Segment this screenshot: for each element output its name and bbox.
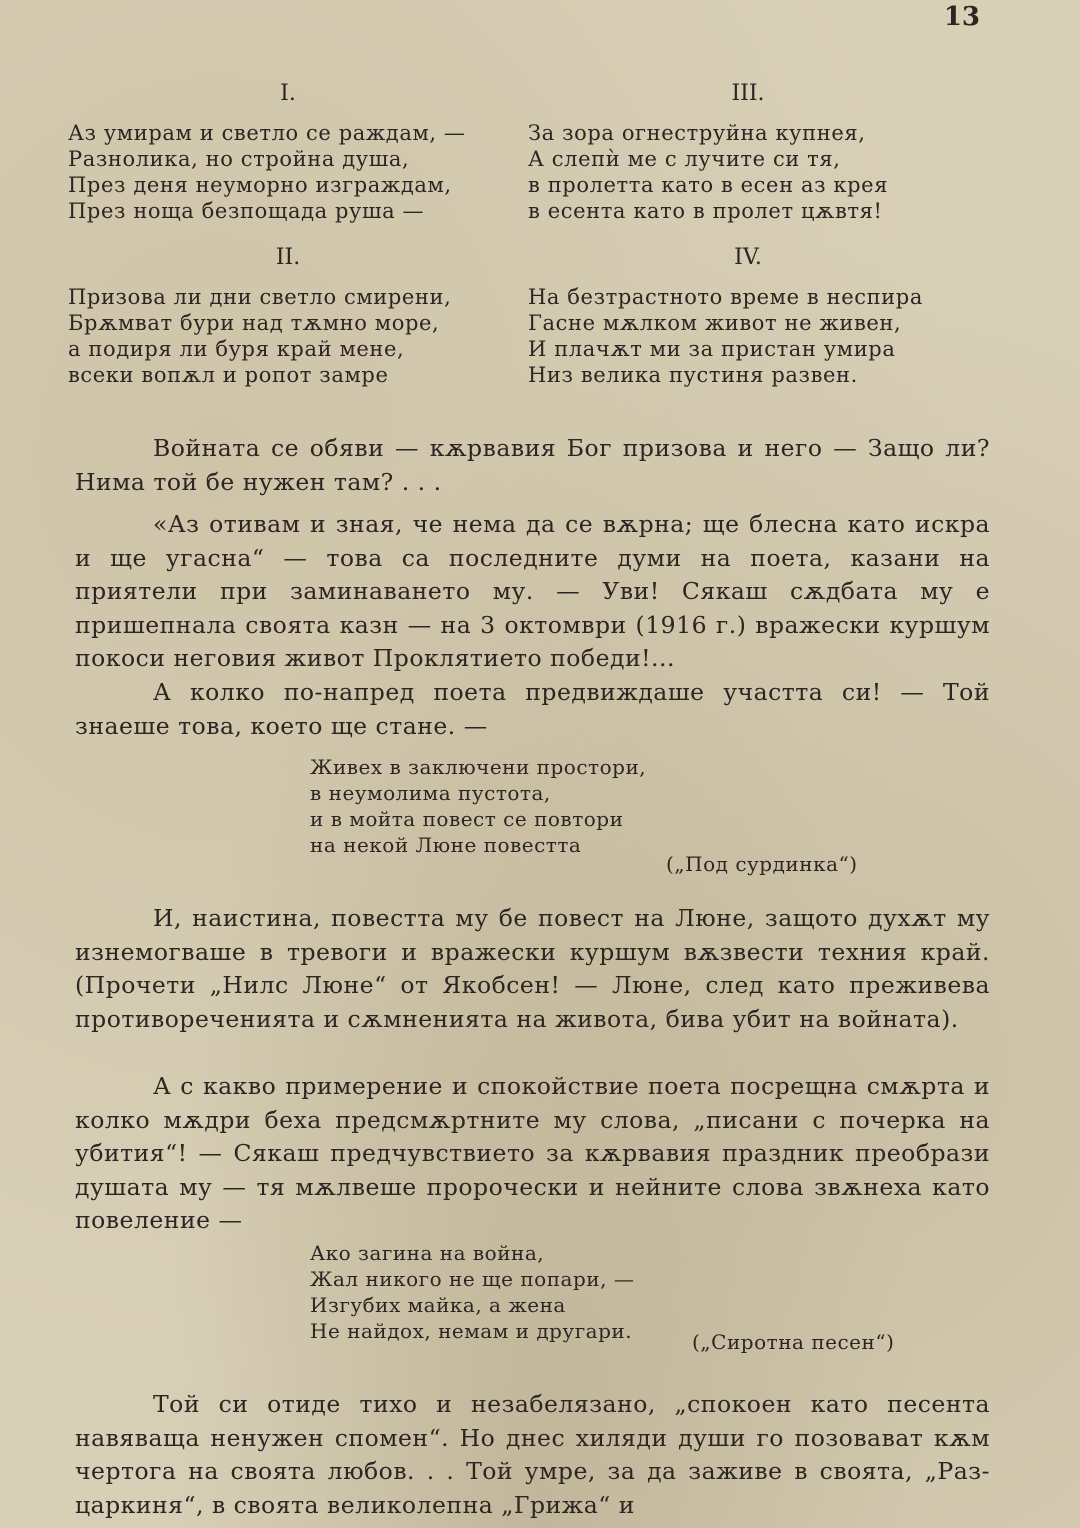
- stanza-line: А слепѝ ме с лучите си тя,: [528, 147, 841, 171]
- paragraph: А колко по-напред поета предвиждаше участта си! — Той знаеше това, което ще стане. —: [75, 678, 990, 740]
- stanza-3: [528, 80, 968, 224]
- stanza-numeral: IV.: [734, 245, 762, 270]
- stanza-line: И плачѫт ми за пристан умира: [528, 337, 896, 361]
- paragraph: Войната се обяви — кѫрвавия Бог призова и него — Защо ли? Нима той бе нужен там? . . .: [75, 434, 990, 496]
- page-number: 13: [943, 2, 980, 32]
- paragraph: И, наистина, повестта му бе повест на Люне, защото духѫт му изнемогваше в тревоги и вражески куршум вѫзвести техния край. (Прочети „Нилс Люне“ от Якобсен! — Люне, след като преживева противоречениятa и сѫмненията на живота, бива убит на войната).: [75, 904, 990, 1033]
- stanza-line: Аз умирам и светло се раждам, —: [68, 121, 466, 145]
- stanza-4: [528, 244, 968, 388]
- stanza-line: На безтрастното време в неспира: [528, 285, 923, 309]
- stanza-line: Низ велика пустиня развен.: [528, 363, 858, 387]
- stanza-line: Призова ли дни светло смирени,: [68, 285, 452, 309]
- quote-line: Живех в заключени простори,: [310, 755, 647, 779]
- poem-quote: [310, 754, 646, 858]
- stanza-line: всеки вопѫл и ропот замре: [68, 363, 389, 387]
- stanza-line: През деня неуморно изграждам,: [68, 173, 452, 197]
- quote-line: Жал никого не ще попари, —: [310, 1267, 635, 1291]
- stanza-row: [68, 80, 968, 224]
- paragraph: «Аз отивам и зная, че нема да се вѫрна; ще блесна като искра и ще угасна“ — това са последните думи на поета, казани на приятели при заминаването му. — Уви! Сякаш сѫдбата му е пришепнала своята казн — на 3 октомври (1916 г.) вражески куршум покоси неговия живот Проклятието победи!...: [75, 510, 990, 673]
- paragraph: Той си отиде тихо и незабелязано, „спокоен като песента навяваща ненужен спомен“. Но днес хиляди души го позовават кѫм чертога на своята любов. . . Той умре, за да заживе в своята, „Раз-царкиня“, в своята великолепна „Грижа“ и: [75, 1390, 990, 1519]
- stanza-line: През ноща безпощада руша —: [68, 199, 425, 223]
- stanza-numeral: I.: [280, 81, 296, 106]
- stanza-line: За зора огнеструйна купнея,: [528, 121, 866, 145]
- stanza-line: в есента като в пролет цѫвтя!: [528, 199, 883, 223]
- stanza-line: Брѫмват бури над тѫмно море,: [68, 311, 440, 335]
- paragraph: А с какво примерение и спокойствие поета посрещна смѫрта и колко мѫдри беха предсмѫртните му слова, „писани с почерка на убития“! — Сякаш предчувствието за кѫрвавия праздник преобрази душата му — тя мѫлвеше пророчески и нейните слова звѫнеха като повеление —: [75, 1072, 990, 1235]
- quote-line: на некой Люне повестта: [310, 833, 582, 857]
- quote-source: („Под сурдинка“): [666, 852, 858, 876]
- stanza-numeral: II.: [275, 245, 301, 270]
- stanza-row: [68, 244, 968, 388]
- stanza-2: [68, 244, 508, 388]
- stanza-line: Разнолика, но стройна душа,: [68, 147, 410, 171]
- quote-line: в неумолима пустота,: [310, 781, 551, 805]
- stanza-line: Гасне мѫлком живот не живен,: [528, 311, 902, 335]
- stanza-line: в пролетта като в есен аз крея: [528, 173, 889, 197]
- stanza-1: [68, 80, 508, 224]
- poem-quote: [310, 1240, 634, 1344]
- poem-stanzas: [68, 80, 968, 388]
- stanza-line: а подиря ли буря край мене,: [68, 337, 405, 361]
- quote-line: Не найдох, немам и другари.: [310, 1319, 633, 1343]
- quote-line: Ако загина на война,: [310, 1241, 545, 1265]
- quote-source: („Сиротна песен“): [692, 1330, 895, 1354]
- quote-line: и в мойта повест се повтори: [310, 807, 624, 831]
- quote-line: Изгубих майка, а жена: [310, 1293, 566, 1317]
- stanza-numeral: III.: [731, 81, 765, 106]
